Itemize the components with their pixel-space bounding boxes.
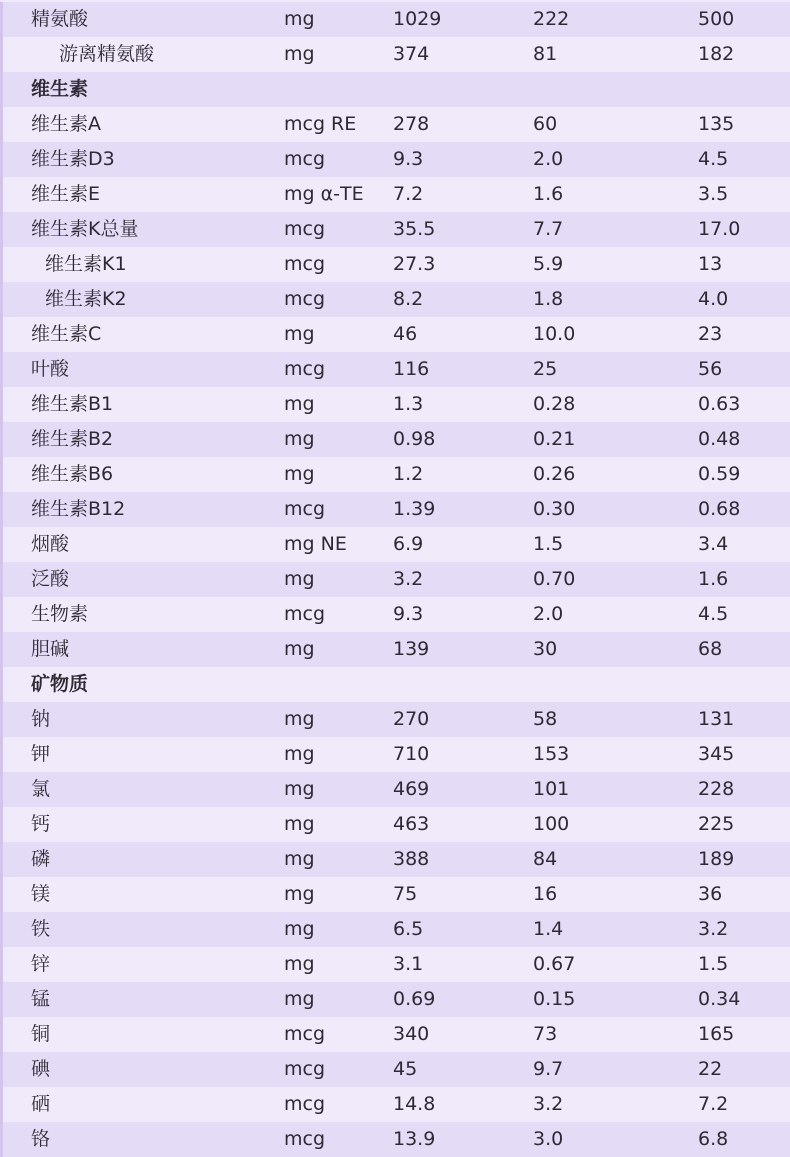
nutrient-name: 铁 (31, 918, 51, 940)
value-cell-2: 1.6 (533, 183, 564, 205)
value-cell-2: 0.21 (533, 428, 576, 450)
value-cell-3: 135 (698, 113, 735, 135)
nutrient-name: 磷 (31, 848, 51, 870)
unit-cell: mg (284, 708, 315, 730)
value-cell-2: 222 (533, 8, 570, 30)
value-cell-3: 23 (698, 323, 723, 345)
value-cell-3: 4.0 (698, 288, 729, 310)
value-cell-3: 165 (698, 1023, 735, 1045)
value-cell-1: 469 (393, 778, 430, 800)
section-header-row (3, 667, 790, 702)
value-cell-2: 3.2 (533, 1093, 564, 1115)
section-header-row (3, 72, 790, 107)
unit-cell: mcg (284, 1023, 326, 1045)
unit-cell: mg (284, 953, 315, 975)
value-cell-3: 0.63 (698, 393, 741, 415)
value-cell-3: 68 (698, 638, 723, 660)
table-row (3, 947, 790, 982)
unit-cell: mg (284, 393, 315, 415)
nutrient-name: 硒 (31, 1093, 51, 1115)
value-cell-1: 9.3 (393, 148, 424, 170)
value-cell-2: 2.0 (533, 148, 564, 170)
table-row (3, 562, 790, 597)
table-row (3, 352, 790, 387)
value-cell-1: 6.9 (393, 533, 424, 555)
value-cell-2: 58 (533, 708, 558, 730)
nutrient-name: 泛酸 (31, 568, 70, 590)
unit-cell: mcg (284, 358, 326, 380)
table-row (3, 912, 790, 947)
value-cell-3: 13 (698, 253, 723, 275)
nutrient-name: 维生素E (31, 183, 101, 205)
nutrient-name: 胆碱 (31, 638, 70, 660)
value-cell-2: 9.7 (533, 1058, 564, 1080)
nutrient-name: 维生素C (31, 323, 102, 345)
value-cell-1: 1.2 (393, 463, 424, 485)
unit-cell: mcg (284, 1058, 326, 1080)
unit-cell: mg (284, 918, 315, 940)
nutrient-name: 维生素B6 (31, 463, 114, 485)
unit-cell: mg (284, 428, 315, 450)
value-cell-3: 6.8 (698, 1128, 729, 1150)
nutrient-name: 锰 (31, 988, 51, 1010)
value-cell-2: 153 (533, 743, 570, 765)
unit-cell: mcg (284, 1128, 326, 1150)
table-row (3, 597, 790, 632)
value-cell-3: 131 (698, 708, 735, 730)
unit-cell: mg (284, 883, 315, 905)
nutrient-name: 氯 (31, 778, 51, 800)
unit-cell: mcg (284, 603, 326, 625)
nutrient-name: 钙 (31, 813, 51, 835)
value-cell-2: 0.26 (533, 463, 576, 485)
value-cell-1: 0.98 (393, 428, 436, 450)
value-cell-3: 0.34 (698, 988, 741, 1010)
table-row (3, 247, 790, 282)
value-cell-2: 2.0 (533, 603, 564, 625)
nutrient-name: 维生素K2 (45, 288, 127, 310)
unit-cell: mg NE (284, 533, 347, 555)
value-cell-2: 101 (533, 778, 570, 800)
value-cell-3: 182 (698, 43, 735, 65)
table-row (3, 632, 790, 667)
unit-cell: mg (284, 43, 315, 65)
value-cell-2: 10.0 (533, 323, 576, 345)
value-cell-1: 0.69 (393, 988, 436, 1010)
nutrient-name: 钾 (31, 743, 51, 765)
table-row (3, 317, 790, 352)
value-cell-1: 6.5 (393, 918, 424, 940)
value-cell-1: 13.9 (393, 1128, 436, 1150)
value-cell-3: 3.4 (698, 533, 729, 555)
table-row (3, 37, 790, 72)
nutrient-name: 铜 (31, 1023, 51, 1045)
unit-cell: mcg (284, 1093, 326, 1115)
value-cell-2: 81 (533, 43, 558, 65)
nutrition-table (0, 2, 790, 1157)
value-cell-3: 0.68 (698, 498, 741, 520)
value-cell-3: 3.2 (698, 918, 729, 940)
table-row (3, 457, 790, 492)
unit-cell: mg (284, 463, 315, 485)
value-cell-2: 73 (533, 1023, 558, 1045)
value-cell-3: 3.5 (698, 183, 729, 205)
value-cell-1: 46 (393, 323, 418, 345)
nutrient-name: 精氨酸 (31, 8, 89, 30)
value-cell-3: 228 (698, 778, 735, 800)
value-cell-1: 463 (393, 813, 430, 835)
value-cell-2: 25 (533, 358, 558, 380)
value-cell-1: 278 (393, 113, 430, 135)
value-cell-2: 7.7 (533, 218, 564, 240)
table-row (3, 807, 790, 842)
nutrient-name: 镁 (31, 883, 51, 905)
value-cell-3: 7.2 (698, 1093, 729, 1115)
table-row (3, 877, 790, 912)
value-cell-3: 189 (698, 848, 735, 870)
value-cell-2: 60 (533, 113, 558, 135)
value-cell-1: 8.2 (393, 288, 424, 310)
value-cell-3: 1.5 (698, 953, 729, 975)
value-cell-2: 0.28 (533, 393, 576, 415)
table-row (3, 2, 790, 37)
value-cell-2: 100 (533, 813, 570, 835)
value-cell-2: 5.9 (533, 253, 564, 275)
unit-cell: mcg (284, 288, 326, 310)
table-row (3, 702, 790, 737)
unit-cell: mcg (284, 218, 326, 240)
nutrient-name: 铬 (31, 1128, 51, 1150)
value-cell-1: 75 (393, 883, 418, 905)
value-cell-2: 84 (533, 848, 558, 870)
table-row (3, 982, 790, 1017)
unit-cell: mg (284, 323, 315, 345)
table-row (3, 737, 790, 772)
value-cell-1: 374 (393, 43, 430, 65)
unit-cell: mg (284, 638, 315, 660)
unit-cell: mcg (284, 148, 326, 170)
value-cell-1: 45 (393, 1058, 418, 1080)
table-row (3, 177, 790, 212)
table-row (3, 107, 790, 142)
nutrient-name: 生物素 (31, 603, 89, 625)
nutrient-name: 钠 (31, 708, 51, 730)
value-cell-3: 4.5 (698, 603, 729, 625)
value-cell-1: 139 (393, 638, 430, 660)
value-cell-1: 710 (393, 743, 430, 765)
unit-cell: mg (284, 848, 315, 870)
nutrient-name: 维生素D3 (31, 148, 115, 170)
table-row (3, 1052, 790, 1087)
value-cell-2: 30 (533, 638, 558, 660)
nutrient-name: 维生素B12 (31, 498, 126, 520)
unit-cell: mg (284, 813, 315, 835)
nutrient-name: 碘 (31, 1058, 51, 1080)
value-cell-1: 27.3 (393, 253, 436, 275)
table-row (3, 387, 790, 422)
table-row (3, 492, 790, 527)
nutrient-name: 维生素B1 (31, 393, 114, 415)
unit-cell: mg (284, 8, 315, 30)
value-cell-1: 14.8 (393, 1093, 436, 1115)
nutrient-name: 烟酸 (31, 533, 70, 555)
value-cell-2: 0.15 (533, 988, 576, 1010)
unit-cell: mg (284, 568, 315, 590)
value-cell-2: 1.5 (533, 533, 564, 555)
value-cell-2: 1.4 (533, 918, 564, 940)
value-cell-3: 0.48 (698, 428, 741, 450)
value-cell-1: 7.2 (393, 183, 424, 205)
value-cell-1: 340 (393, 1023, 430, 1045)
section-title: 维生素 (31, 78, 89, 100)
value-cell-3: 22 (698, 1058, 723, 1080)
table-row (3, 527, 790, 562)
nutrient-name: 游离精氨酸 (59, 43, 155, 65)
value-cell-3: 500 (698, 8, 735, 30)
nutrient-name: 叶酸 (31, 358, 70, 380)
nutrient-name: 维生素K总量 (31, 218, 139, 240)
table-row (3, 1087, 790, 1122)
value-cell-3: 17.0 (698, 218, 741, 240)
value-cell-1: 1.3 (393, 393, 424, 415)
unit-cell: mcg (284, 253, 326, 275)
section-title: 矿物质 (31, 673, 89, 695)
unit-cell: mg (284, 743, 315, 765)
value-cell-1: 116 (393, 358, 430, 380)
table-row (3, 1017, 790, 1052)
value-cell-3: 56 (698, 358, 723, 380)
nutrient-name: 维生素K1 (45, 253, 127, 275)
unit-cell: mg α-TE (284, 183, 364, 205)
value-cell-1: 3.1 (393, 953, 424, 975)
table-row (3, 212, 790, 247)
value-cell-2: 3.0 (533, 1128, 564, 1150)
value-cell-1: 1029 (393, 8, 442, 30)
value-cell-1: 1.39 (393, 498, 436, 520)
table-row (3, 282, 790, 317)
unit-cell: mg (284, 778, 315, 800)
value-cell-3: 225 (698, 813, 735, 835)
table-row (3, 842, 790, 877)
value-cell-2: 0.67 (533, 953, 576, 975)
nutrient-name: 锌 (31, 953, 51, 975)
value-cell-1: 9.3 (393, 603, 424, 625)
nutrient-name: 维生素B2 (31, 428, 114, 450)
value-cell-1: 35.5 (393, 218, 436, 240)
value-cell-3: 0.59 (698, 463, 741, 485)
table-row (3, 422, 790, 457)
table-row (3, 772, 790, 807)
value-cell-1: 388 (393, 848, 430, 870)
unit-cell: mcg (284, 498, 326, 520)
value-cell-3: 4.5 (698, 148, 729, 170)
value-cell-2: 0.70 (533, 568, 576, 590)
value-cell-2: 16 (533, 883, 558, 905)
table-row (3, 142, 790, 177)
table-row (3, 1122, 790, 1157)
value-cell-2: 1.8 (533, 288, 564, 310)
value-cell-1: 270 (393, 708, 430, 730)
unit-cell: mcg RE (284, 113, 357, 135)
value-cell-3: 1.6 (698, 568, 729, 590)
value-cell-2: 0.30 (533, 498, 576, 520)
value-cell-3: 345 (698, 743, 735, 765)
unit-cell: mg (284, 988, 315, 1010)
nutrient-name: 维生素A (31, 113, 101, 135)
value-cell-1: 3.2 (393, 568, 424, 590)
value-cell-3: 36 (698, 883, 723, 905)
